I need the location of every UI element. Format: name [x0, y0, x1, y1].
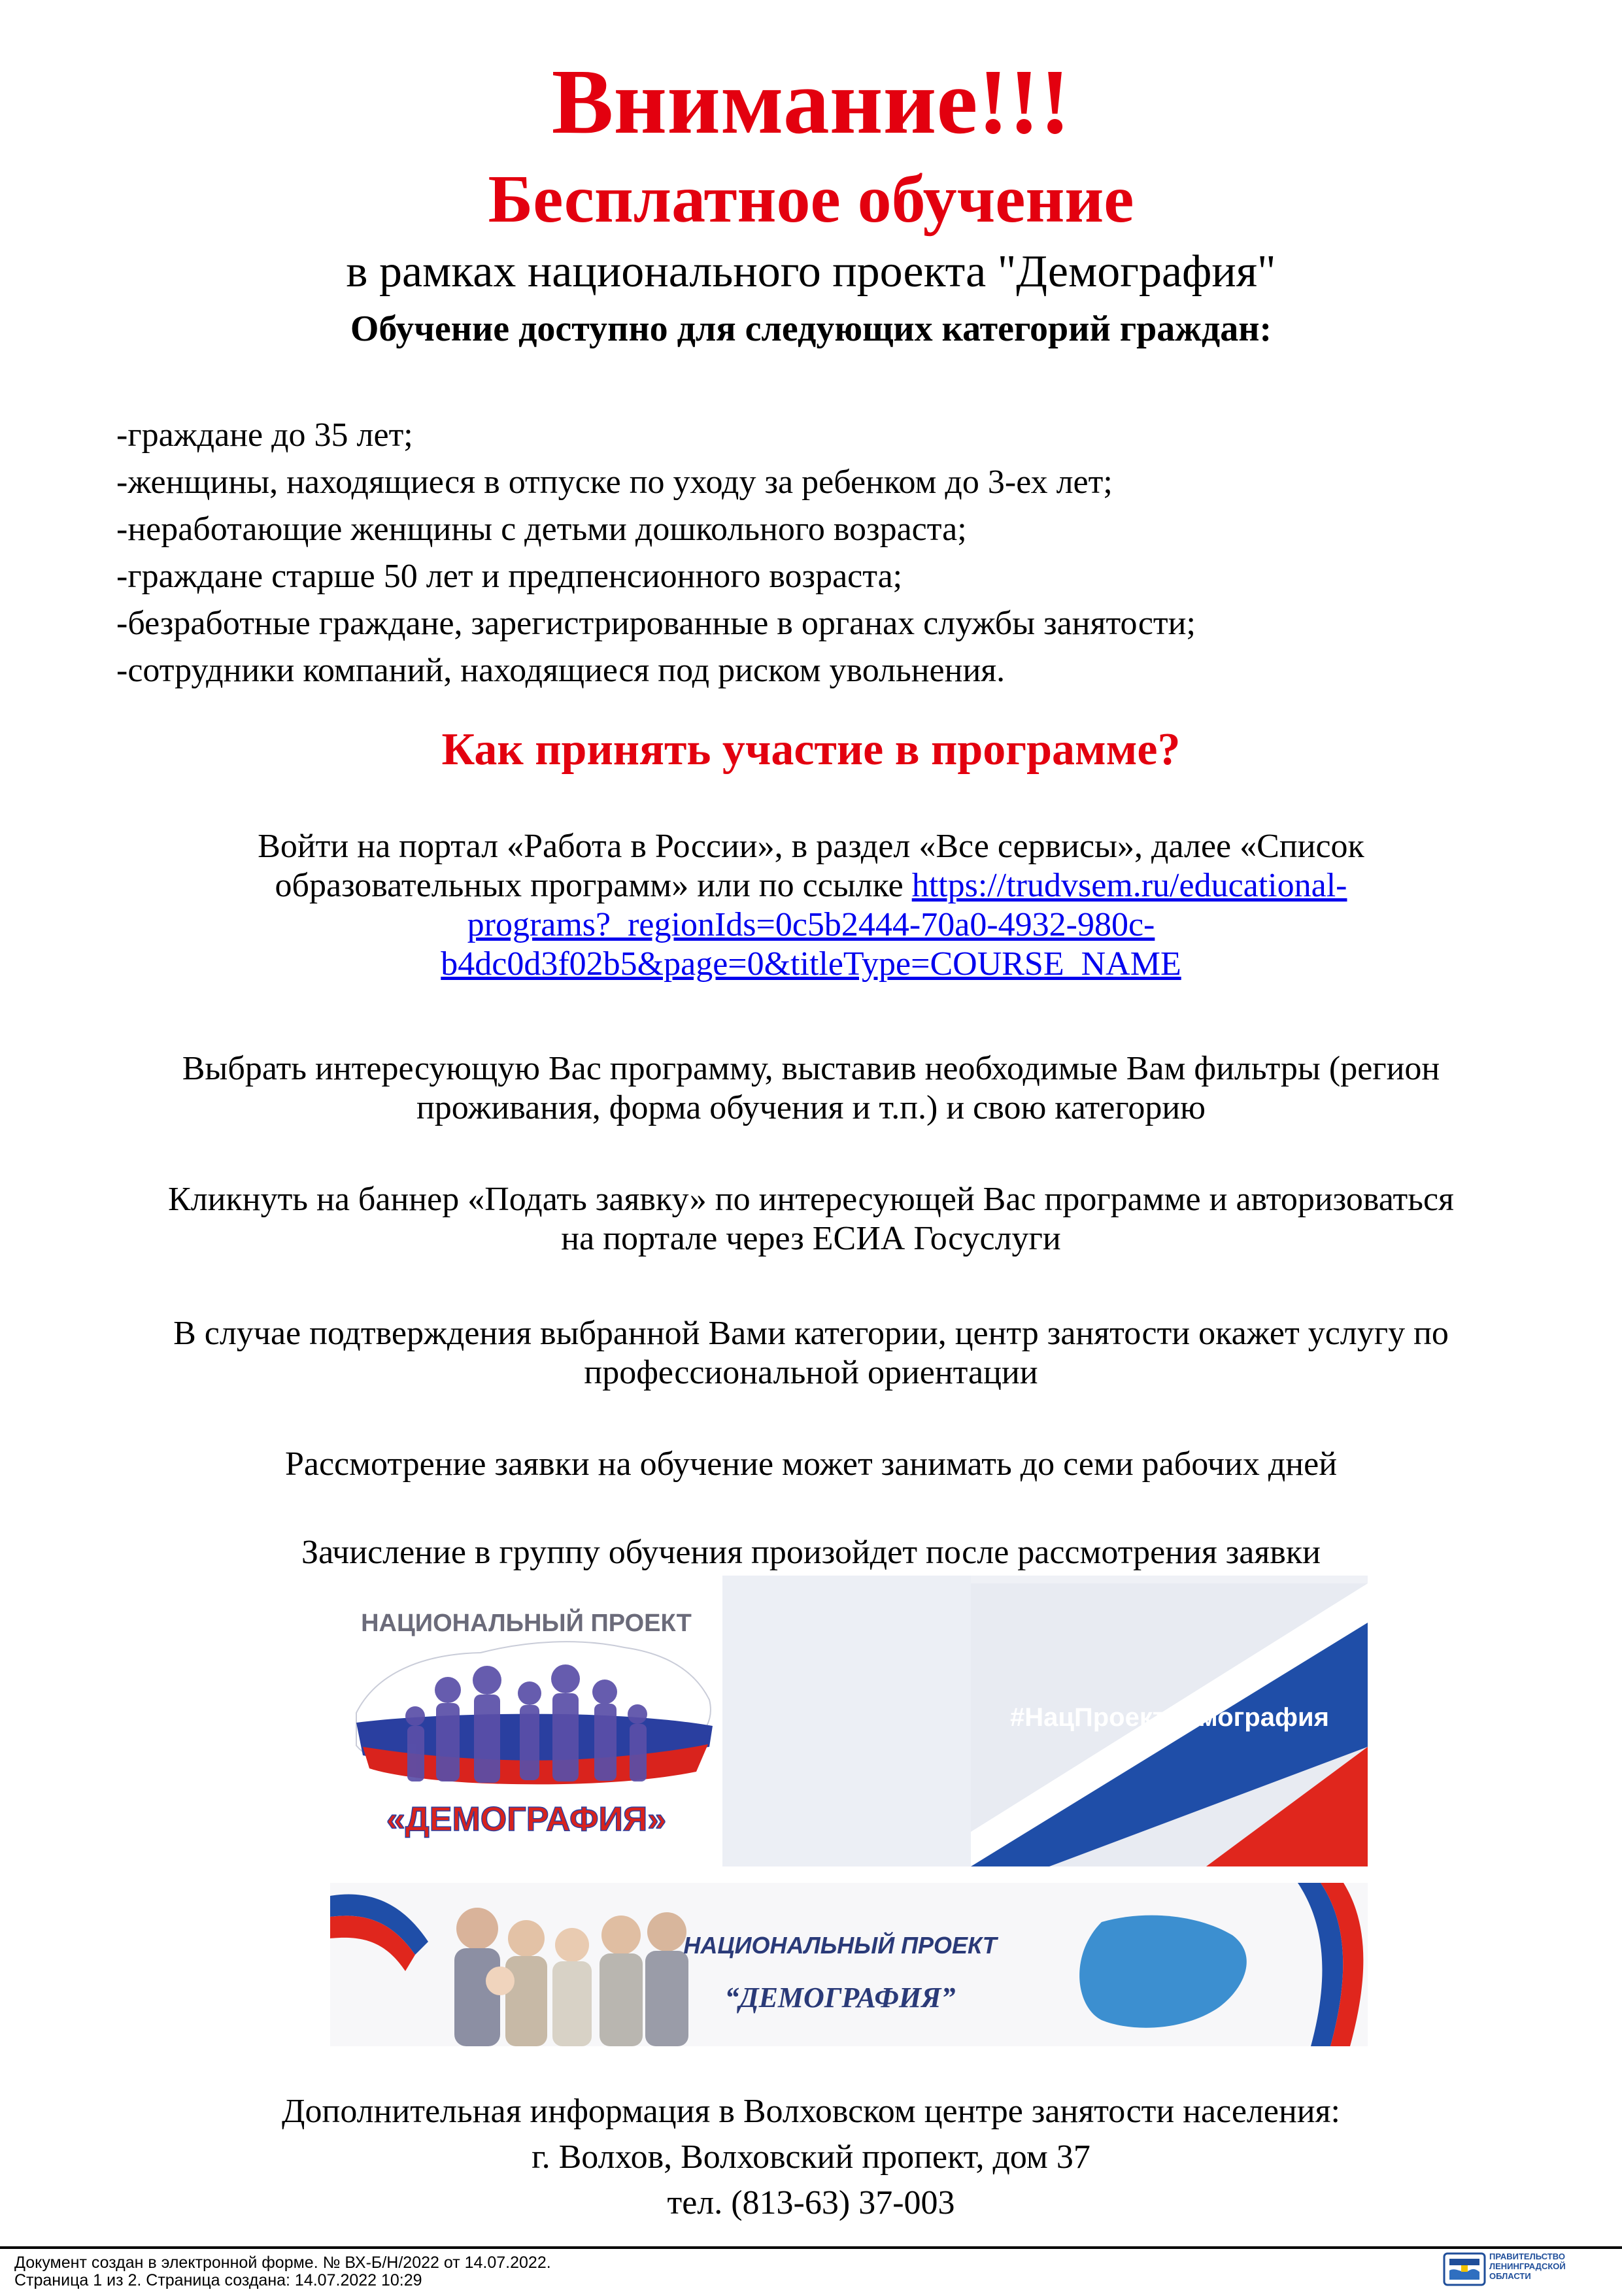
- list-item: -граждане до 35 лет;: [116, 416, 413, 454]
- gov-label-line: ЛЕНИНГРАДСКОЙ: [1489, 2261, 1566, 2271]
- step-portal-login: [105, 827, 1517, 984]
- list-item: -неработающие женщины с детьми дошкольного возраста;: [116, 511, 967, 548]
- category-list: [116, 412, 1196, 694]
- step-apply-banner: [105, 1180, 1517, 1258]
- demography-banner-image: [330, 1576, 1368, 2046]
- list-item: -женщины, находящиеся в отпуске по уходу за ребенком до 3-ех лет;: [116, 464, 1113, 501]
- step-text: В случае подтверждения выбранной Вами категории, центр занятости окажет услугу по: [173, 1315, 1449, 1352]
- hashtag-text: #НацПроектДемография: [1010, 1703, 1329, 1732]
- hashtag-panel: [971, 1583, 1368, 1866]
- banner-bottom-name: “ДЕМОГРАФИЯ”: [724, 1982, 956, 2014]
- logo-bottom-text: «ДЕМОГРАФИЯ»: [386, 1800, 667, 1838]
- step-text: Зачисление в группу обучения произойдет после рассмотрения заявки: [301, 1534, 1321, 1571]
- demography-logo-graphic: [330, 1576, 722, 1866]
- contact-phone: тел. (813-63) 37-003: [667, 2184, 955, 2221]
- trudvsem-link-continued[interactable]: b4dc0d3f02b5&page=0&titleType=COURSE_NAME: [441, 945, 1181, 983]
- step-confirmation: [105, 1314, 1517, 1393]
- step-text-line: [105, 866, 1517, 905]
- contact-line: Дополнительная информация в Волховском центре занятости населения:: [282, 2093, 1340, 2130]
- link-line: [105, 945, 1517, 984]
- step-text: Рассмотрение заявки на обучение может занимать до семи рабочих дней: [284, 1445, 1338, 1483]
- step-text: Кликнуть на баннер «Подать заявку» по интересующей Вас программе и авторизоваться: [168, 1181, 1454, 1218]
- document-meta: [14, 2254, 551, 2289]
- contact-info: [0, 2089, 1622, 2226]
- family-banner-graphic: [330, 1883, 1368, 2046]
- categories-heading: Обучение доступно для следующих категорий граждан:: [350, 309, 1272, 349]
- gov-label-line: ОБЛАСТИ: [1489, 2271, 1531, 2281]
- gov-label-line: ПРАВИТЕЛЬСТВО: [1489, 2252, 1565, 2261]
- trudvsem-link-continued[interactable]: programs?_regionIds=0c5b2444-70a0-4932-980c-: [467, 906, 1155, 943]
- page-subtitle: Бесплатное обучение: [488, 161, 1134, 237]
- flag-graphic: [971, 1583, 1368, 1866]
- trudvsem-link[interactable]: https://trudvsem.ru/educational-: [911, 867, 1347, 904]
- step-text: на портале через ЕСИА Госуслуги: [561, 1220, 1061, 1257]
- step-text: Выбрать интересующую Вас программу, выставив необходимые Вам фильтры (регион: [182, 1050, 1440, 1087]
- demography-logo: [330, 1576, 722, 1866]
- step-text: Войти на портал «Работа в России», в раздел «Все сервисы», далее «Список: [258, 828, 1364, 865]
- project-line: в рамках национального проекта "Демография": [346, 246, 1276, 297]
- banner-top-panel: [330, 1576, 1368, 1866]
- list-item: -безработные граждане, зарегистрированные в органах службы занятости;: [116, 605, 1196, 642]
- banner-bottom-panel: [330, 1883, 1368, 2046]
- step-review-time: [105, 1445, 1517, 1484]
- banner-bottom-title: НАЦИОНАЛЬНЫЙ ПРОЕКТ: [683, 1932, 997, 1959]
- how-to-participate-heading: Как принять участие в программе?: [441, 724, 1181, 775]
- logo-top-text: НАЦИОНАЛЬНЫЙ ПРОЕКТ: [361, 1610, 692, 1637]
- link-line: [105, 905, 1517, 945]
- step-choose-program: [105, 1049, 1517, 1128]
- page-info: Страница 1 из 2. Страница создана: 14.07.2022 10:29: [14, 2271, 422, 2289]
- contact-address: г. Волхов, Волховский пропект, дом 37: [532, 2138, 1090, 2176]
- step-text: проживания, форма обучения и т.п.) и свою категорию: [416, 1089, 1206, 1126]
- list-item: -граждане старше 50 лет и предпенсионного возраста;: [116, 558, 903, 595]
- government-label: [1489, 2252, 1566, 2281]
- banner-spacer: [722, 1576, 971, 1866]
- page-title: Внимание!!!: [551, 50, 1071, 153]
- list-item: -сотрудники компаний, находящиеся под риском увольнения.: [116, 652, 1005, 689]
- step-enrollment: [105, 1533, 1517, 1572]
- step-text: профессиональной ориентации: [584, 1354, 1038, 1391]
- document-number: Документ создан в электронной форме. № ВХ-Б/Н/2022 от 14.07.2022.: [14, 2254, 551, 2272]
- step-text: образовательных программ» или по ссылке: [275, 867, 912, 904]
